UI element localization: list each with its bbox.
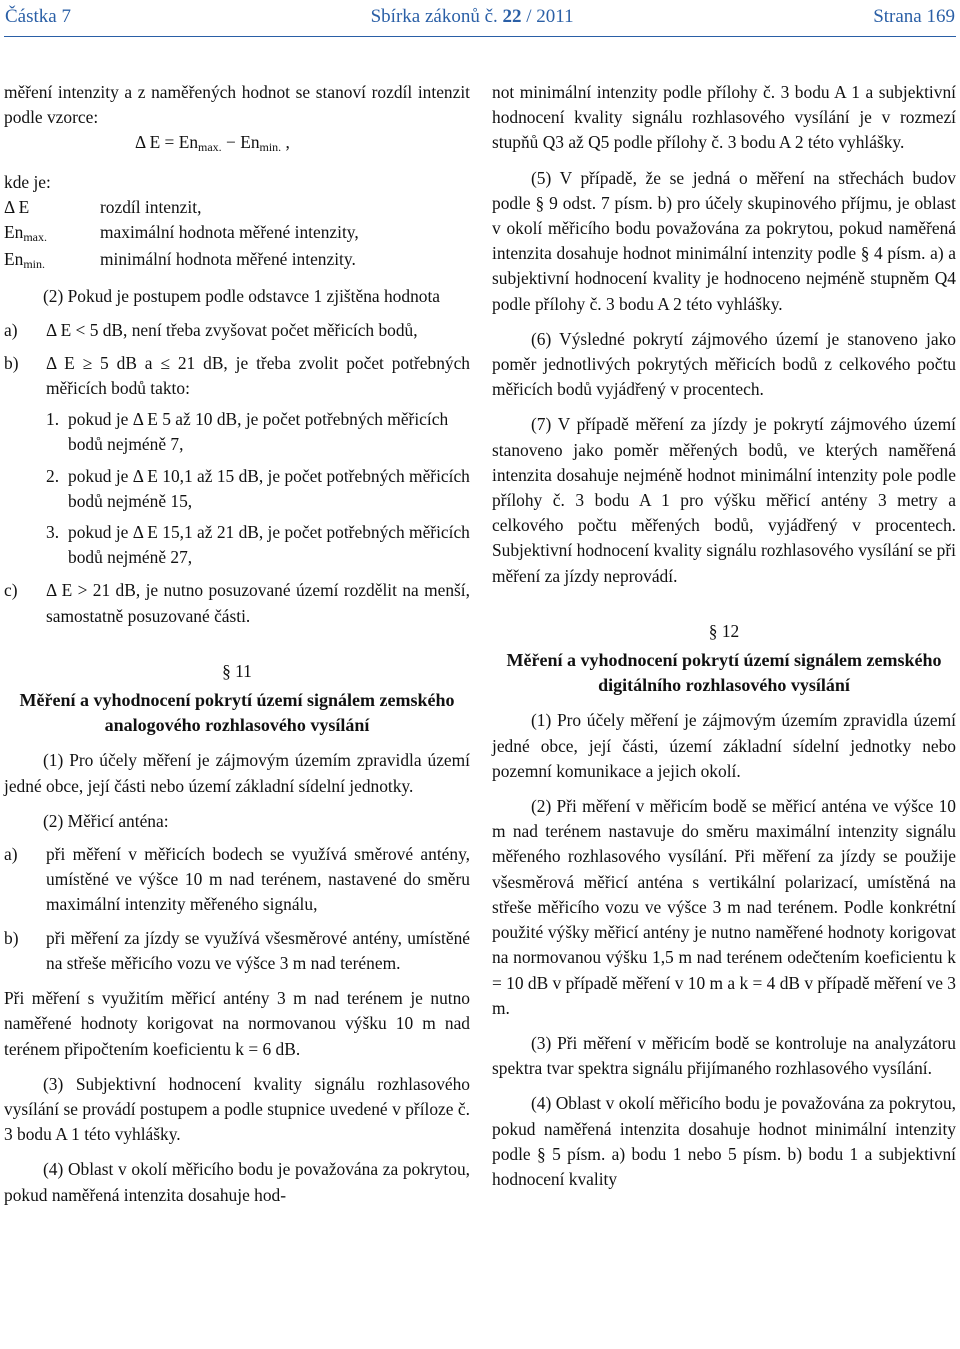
formula-end: , [281, 132, 290, 153]
definition-term-text: En [4, 222, 24, 243]
definition-text: maximální hodnota měřené intenzity, [100, 222, 359, 243]
s12-paragraph-2: (2) Při měření v měřicím bodě se měřicí anténa ve výšce 10 m nad terénem nastavuje do směru maximální intenzity signálu měřeného rozhlasového vysílání. Při měření za jízdy se použije všesměrová měřicí anténa s vertikální polarizací, umístěná na střeše měřicího vozu ve výšce 3 m nad terénem. Podle konkrétní použité výšky měřicí antény je nutno naměřené hodnoty korigovat na normovanou výšku 1,5 m nad terénem odečtením koeficientu k = 10 dB v případě měření v 10 m a k = 4 dB v případě měření ve 3 m. [492, 796, 956, 1018]
header-collection-label: Sbírka zákonů č. [370, 6, 498, 27]
section-12-number: § 12 [708, 620, 740, 641]
definition-row [4, 195, 470, 220]
list-item-b [4, 351, 470, 401]
formula-sub-max: max. [198, 140, 222, 155]
list-marker: c) [4, 580, 18, 601]
s11-note: Při měření s využitím měřicí antény 3 m nad terénem je nutno naměřené hodnoty korigovat na normovanou výšku 10 m nad terénem připočtením koeficientu k = 6 dB. [4, 988, 470, 1059]
definition-term [4, 247, 100, 274]
sublist-item-1 [4, 407, 470, 457]
list-marker: 3. [46, 522, 60, 543]
definition-term [4, 220, 100, 247]
s11-paragraph-4: (4) Oblast v okolí měřicího bodu je považována za pokrytou, pokud naměřená intenzita dosahuje hod- [4, 1159, 470, 1205]
section-12-title: Měření a vyhodnocení pokrytí území signálem zemského digitálního rozhlasového vysílání [506, 650, 942, 696]
list-text: při měření v měřicích bodech se využívá směrové antény, umístěné ve výšce 10 m nad terénem, nastavené do směru maximální intenzity měřeného signálu, [46, 844, 470, 915]
section-11-title: Měření a vyhodnocení pokrytí území signálem zemského analogového rozhlasového vysílání [19, 690, 455, 736]
s11-paragraph-2: (2) Měřicí anténa: [43, 810, 169, 831]
s11-paragraph-3: (3) Subjektivní hodnocení kvality signálu rozhlasového vysílání se provádí postupem a podle stupnice uvedené v příloze č. 3 bodu A 1 této vyhlášky. [4, 1073, 470, 1145]
list-marker: b) [4, 352, 19, 373]
header-collection [371, 6, 574, 28]
definition-text: rozdíl intenzit, [100, 196, 202, 217]
formula-sub-min: min. [259, 140, 282, 155]
header-part: Částka 7 [5, 6, 71, 27]
list-text: Δ E < 5 dB, není třeba zvyšovat počet měřicích bodů, [46, 319, 418, 340]
list-item-c [4, 578, 470, 628]
s11-paragraph-1: (1) Pro účely měření je zájmovým územím zpravidla území jedné obce, její části nebo území základní sídelní jednotky. [4, 750, 470, 796]
header-rule [4, 36, 956, 37]
list-marker: a) [4, 844, 18, 865]
list-text: pokud je Δ E 5 až 10 dB, je počet potřebných měřicích bodů nejméně 7, [68, 409, 449, 455]
definition-row [4, 247, 470, 274]
page-header [5, 3, 955, 31]
s11-item-b [4, 926, 470, 976]
list-marker: a) [4, 319, 18, 340]
list-marker: 2. [46, 465, 60, 486]
list-text: při měření za jízdy se využívá všesměrové antény, umístěné na střeše měřicího vozu ve výšce 3 m nad terénem. [46, 927, 470, 973]
formula-minus: − En [221, 132, 260, 153]
paragraph-2: (2) Pokud je postupem podle odstavce 1 zjištěna hodnota [43, 286, 441, 307]
header-year: / 2011 [526, 6, 574, 27]
s12-paragraph-1: (1) Pro účely měření je zájmovým územím zpravidla území jedné obce, její části, území základní sídelní jednotky nebo pozemní komunikace a jejich okolí. [492, 710, 956, 781]
list-text: Δ E ≥ 5 dB a ≤ 21 dB, je třeba zvolit počet potřebných měřicích bodů takto: [46, 352, 470, 399]
sublist-item-2 [4, 464, 470, 514]
definition-term-text: En [4, 249, 24, 270]
definition-term-sub: max. [23, 230, 47, 245]
right-column [492, 80, 956, 1192]
list-marker: b) [4, 927, 19, 948]
list-text: pokud je Δ E 15,1 až 21 dB, je počet potřebných měřicích bodů nejméně 27, [68, 522, 470, 568]
section-11-number: § 11 [222, 660, 252, 681]
where-label: kde je: [4, 171, 51, 192]
left-column [4, 80, 470, 1208]
definition-text: minimální hodnota měřené intenzity. [100, 249, 356, 270]
header-issue-number: 22 [502, 6, 522, 27]
paragraph-7: (7) V případě měření za jízdy je pokrytí zájmového území stanoveno jako poměr měřených bodů, ve kterých naměřená intenzita dosahuje nejméně hodnot minimální intenzity pole podle přílohy č. 3 bodu A 1 pro výšku měřicí antény 3 metry a celkového počtu měřených bodů, vyjádřený v procentech. Subjektivní hodnocení kvality signálu rozhlasového vysílání se při měření za jízdy neprovádí. [492, 414, 956, 586]
list-marker: 1. [46, 409, 60, 430]
definition-row [4, 220, 470, 247]
paragraph-6: (6) Výsledné pokrytí zájmového území je stanoveno jako poměr jednotlivých pokrytých měřicích bodů z celkového počtu měřicích bodů vyjádřený v procentech. [492, 328, 956, 400]
s12-paragraph-4: (4) Oblast v okolí měřicího bodu je považována za pokrytou, pokud naměřená intenzita dosahuje hodnot minimální intenzity podle § 5 písm. a) bodu 1 nebo 5 písm. b) bodu 1 a subjektivní hodnocení kvality [492, 1093, 956, 1189]
formula [4, 130, 470, 157]
definition-term-text: Δ E [4, 196, 30, 217]
sublist-item-3 [4, 520, 470, 570]
list-item-a [4, 318, 470, 343]
continued-paragraph: not minimální intenzity podle přílohy č. 3 bodu A 1 a subjektivní hodnocení kvality signálu rozhlasového vysílání je v rozmezí stupňů Q3 až Q5 podle přílohy č. 3 bodu A 2 této vyhlášky. [492, 82, 956, 153]
s11-item-a [4, 842, 470, 918]
list-text: pokud je Δ E 10,1 až 15 dB, je počet potřebných měřicích bodů nejméně 15, [68, 465, 470, 511]
formula-lhs: Δ E = En [135, 132, 199, 153]
s12-paragraph-3: (3) Při měření v měřicím bodě se kontroluje na analyzátoru spektra tvar spektra signálu přijímaného rozhlasového vysílání. [492, 1032, 956, 1079]
header-page: Strana 169 [873, 6, 955, 27]
definition-term [4, 195, 100, 220]
list-text: Δ E > 21 dB, je nutno posuzované území rozdělit na menší, samostatně posuzované části. [46, 580, 470, 626]
paragraph-5: (5) V případě, že se jedná o měření na střechách budov podle § 9 odst. 7 písm. b) pro účely skupinového příjmu, je oblast v okolí měřicího bodu považována za pokrytou, pokud naměřená intenzita dosahuje hodnot minimální intenzity podle § 4 písm. a) a subjektivní hodnocení kvality je hodnoceno nejméně stupněm Q4 podle přílohy č. 3 bodu A 2 této vyhlášky. [492, 167, 956, 314]
intro-paragraph: měření intenzity a z naměřených hodnot se stanoví rozdíl intenzit podle vzorce: [4, 82, 470, 128]
definition-term-sub: min. [23, 257, 45, 272]
